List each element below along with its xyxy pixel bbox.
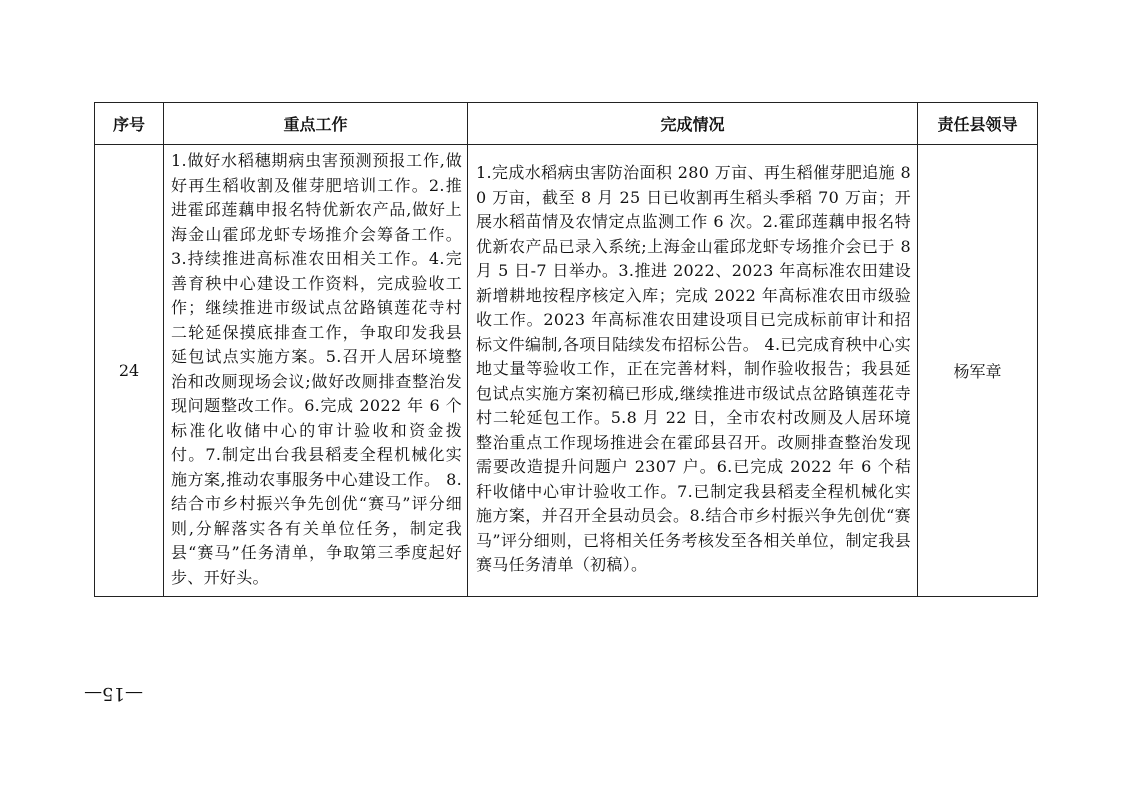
row-status: 1.完成水稻病虫害防治面积 280 万亩、再生稻催芽肥追施 80 万亩，截至 8 月 25 日已收割再生稻头季稻 70 万亩；开展水稻苗情及农情定点监测工作 6 次。2.霍邱莲藕申报名特优新农产品已录入系统;上海金山霍邱龙虾专场推介会已于 8 月 5 日-7 日举办。3.推进 2022、2023 年高标准农田建设新增耕地按程序核定入库；完成 2022 年高标准农田市级验收工作。2023 年高标准农田建设项目已完成标前审计和招标文件编制,各项目陆续发布招标公告。 4.已完成育秧中心实地丈量等验收工作，正在完善材料，制作验收报告；我县延包试点实施方案初稿已形成,继续推进市级试点岔路镇莲花寺村二轮延包工作。5.8 月 22 日，全市农村改厕及人居环境整治重点工作现场推进会在霍邱县召开。改厕排查整治发现需要改造提升问题户 2307 户。6.已完成 2022 年 6 个秸秆收储中心审计验收工作。7.已制定我县稻麦全程机械化实施方案，并召开全县动员会。8.结合市乡村振兴争先创优“赛马”评分细则，已将相关任务考核发至各相关单位，制定我县赛马任务清单（初稿）。: [468, 145, 918, 597]
header-status: 完成情况: [468, 103, 918, 145]
page-number: —15—: [84, 683, 144, 704]
table-row: [95, 145, 1038, 597]
header-seq: 序号: [95, 103, 164, 145]
row-leader: 杨军章: [918, 145, 1038, 597]
row-key-work: 1.做好水稻穗期病虫害预测预报工作,做好再生稻收割及催芽肥培训工作。2.推进霍邱莲藕申报名特优新农产品,做好上海金山霍邱龙虾专场推介会筹备工作。3.持续推进高标准农田相关工作。4.完善育秧中心建设工作资料，完成验收工作；继续推进市级试点岔路镇莲花寺村二轮延保摸底排查工作，争取印发我县延包试点实施方案。5.召开人居环境整治和改厕现场会议;做好改厕排查整治发现问题整改工作。6.完成 2022 年 6 个标准化收储中心的审计验收和资金拨付。7.制定出台我县稻麦全程机械化实施方案,推动农事服务中心建设工作。 8.结合市乡村振兴争先创优“赛马”评分细则,分解落实各有关单位任务，制定我县“赛马”任务清单，争取第三季度起好步、开好头。: [164, 145, 468, 597]
table-header-row: [95, 103, 1038, 145]
work-table: [94, 102, 1038, 597]
header-key-work: 重点工作: [164, 103, 468, 145]
row-seq: 24: [95, 145, 164, 597]
header-leader: 责任县领导: [918, 103, 1038, 145]
